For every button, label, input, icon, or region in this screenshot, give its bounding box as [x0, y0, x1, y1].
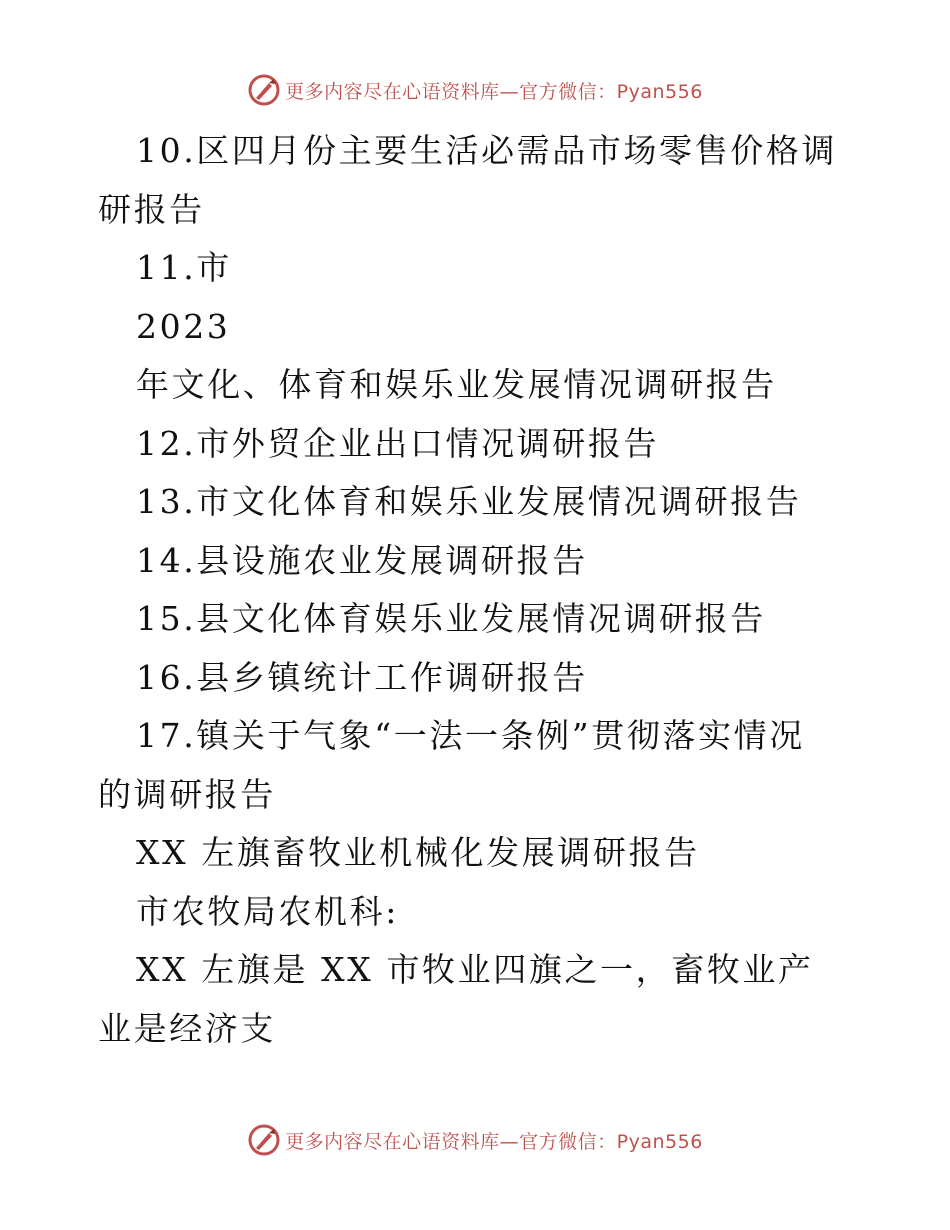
quill-logo-icon [247, 73, 281, 107]
report-recipient: 市农牧局农机科: [136, 891, 399, 931]
report-title: XX 左旗畜牧业机械化发展调研报告 [136, 833, 700, 872]
report-body-paragraph: XX 左旗是 XX 市牧业四旗之一，畜牧业产业是经济支 [98, 950, 814, 1048]
paragraph-item-15: 15.县文化体育娱乐业发展情况调研报告 [136, 599, 766, 638]
paragraph-item-16: 16.县乡镇统计工作调研报告 [136, 657, 588, 697]
document-body [98, 122, 838, 1058]
paragraph-item-12: 12.市外贸企业出口情况调研报告 [136, 423, 660, 463]
paragraph-item-14: 14.县设施农业发展调研报告 [136, 540, 588, 580]
header-watermark-text: 更多内容尽在心语资料库—官方微信：Pyan556 [285, 80, 703, 103]
paragraph-item-17: 17.镇关于气象“一法一条例”贯彻落实情况的调研报告 [98, 716, 805, 814]
header-watermark-banner [0, 70, 950, 110]
paragraph-item-11: 11.市 [136, 248, 232, 287]
footer-watermark-banner [0, 1120, 950, 1160]
paragraph-item-11-continued: 年文化、体育和娱乐业发展情况调研报告 [136, 365, 777, 404]
quill-logo-icon [247, 1123, 281, 1157]
footer-watermark-text: 更多内容尽在心语资料库—官方微信：Pyan556 [285, 1130, 703, 1153]
paragraph-item-10: 10.区四月份主要生活必需品市场零售价格调研报告 [98, 131, 838, 229]
paragraph-year: 2023 [136, 306, 231, 346]
paragraph-item-13: 13.市文化体育和娱乐业发展情况调研报告 [136, 482, 802, 521]
